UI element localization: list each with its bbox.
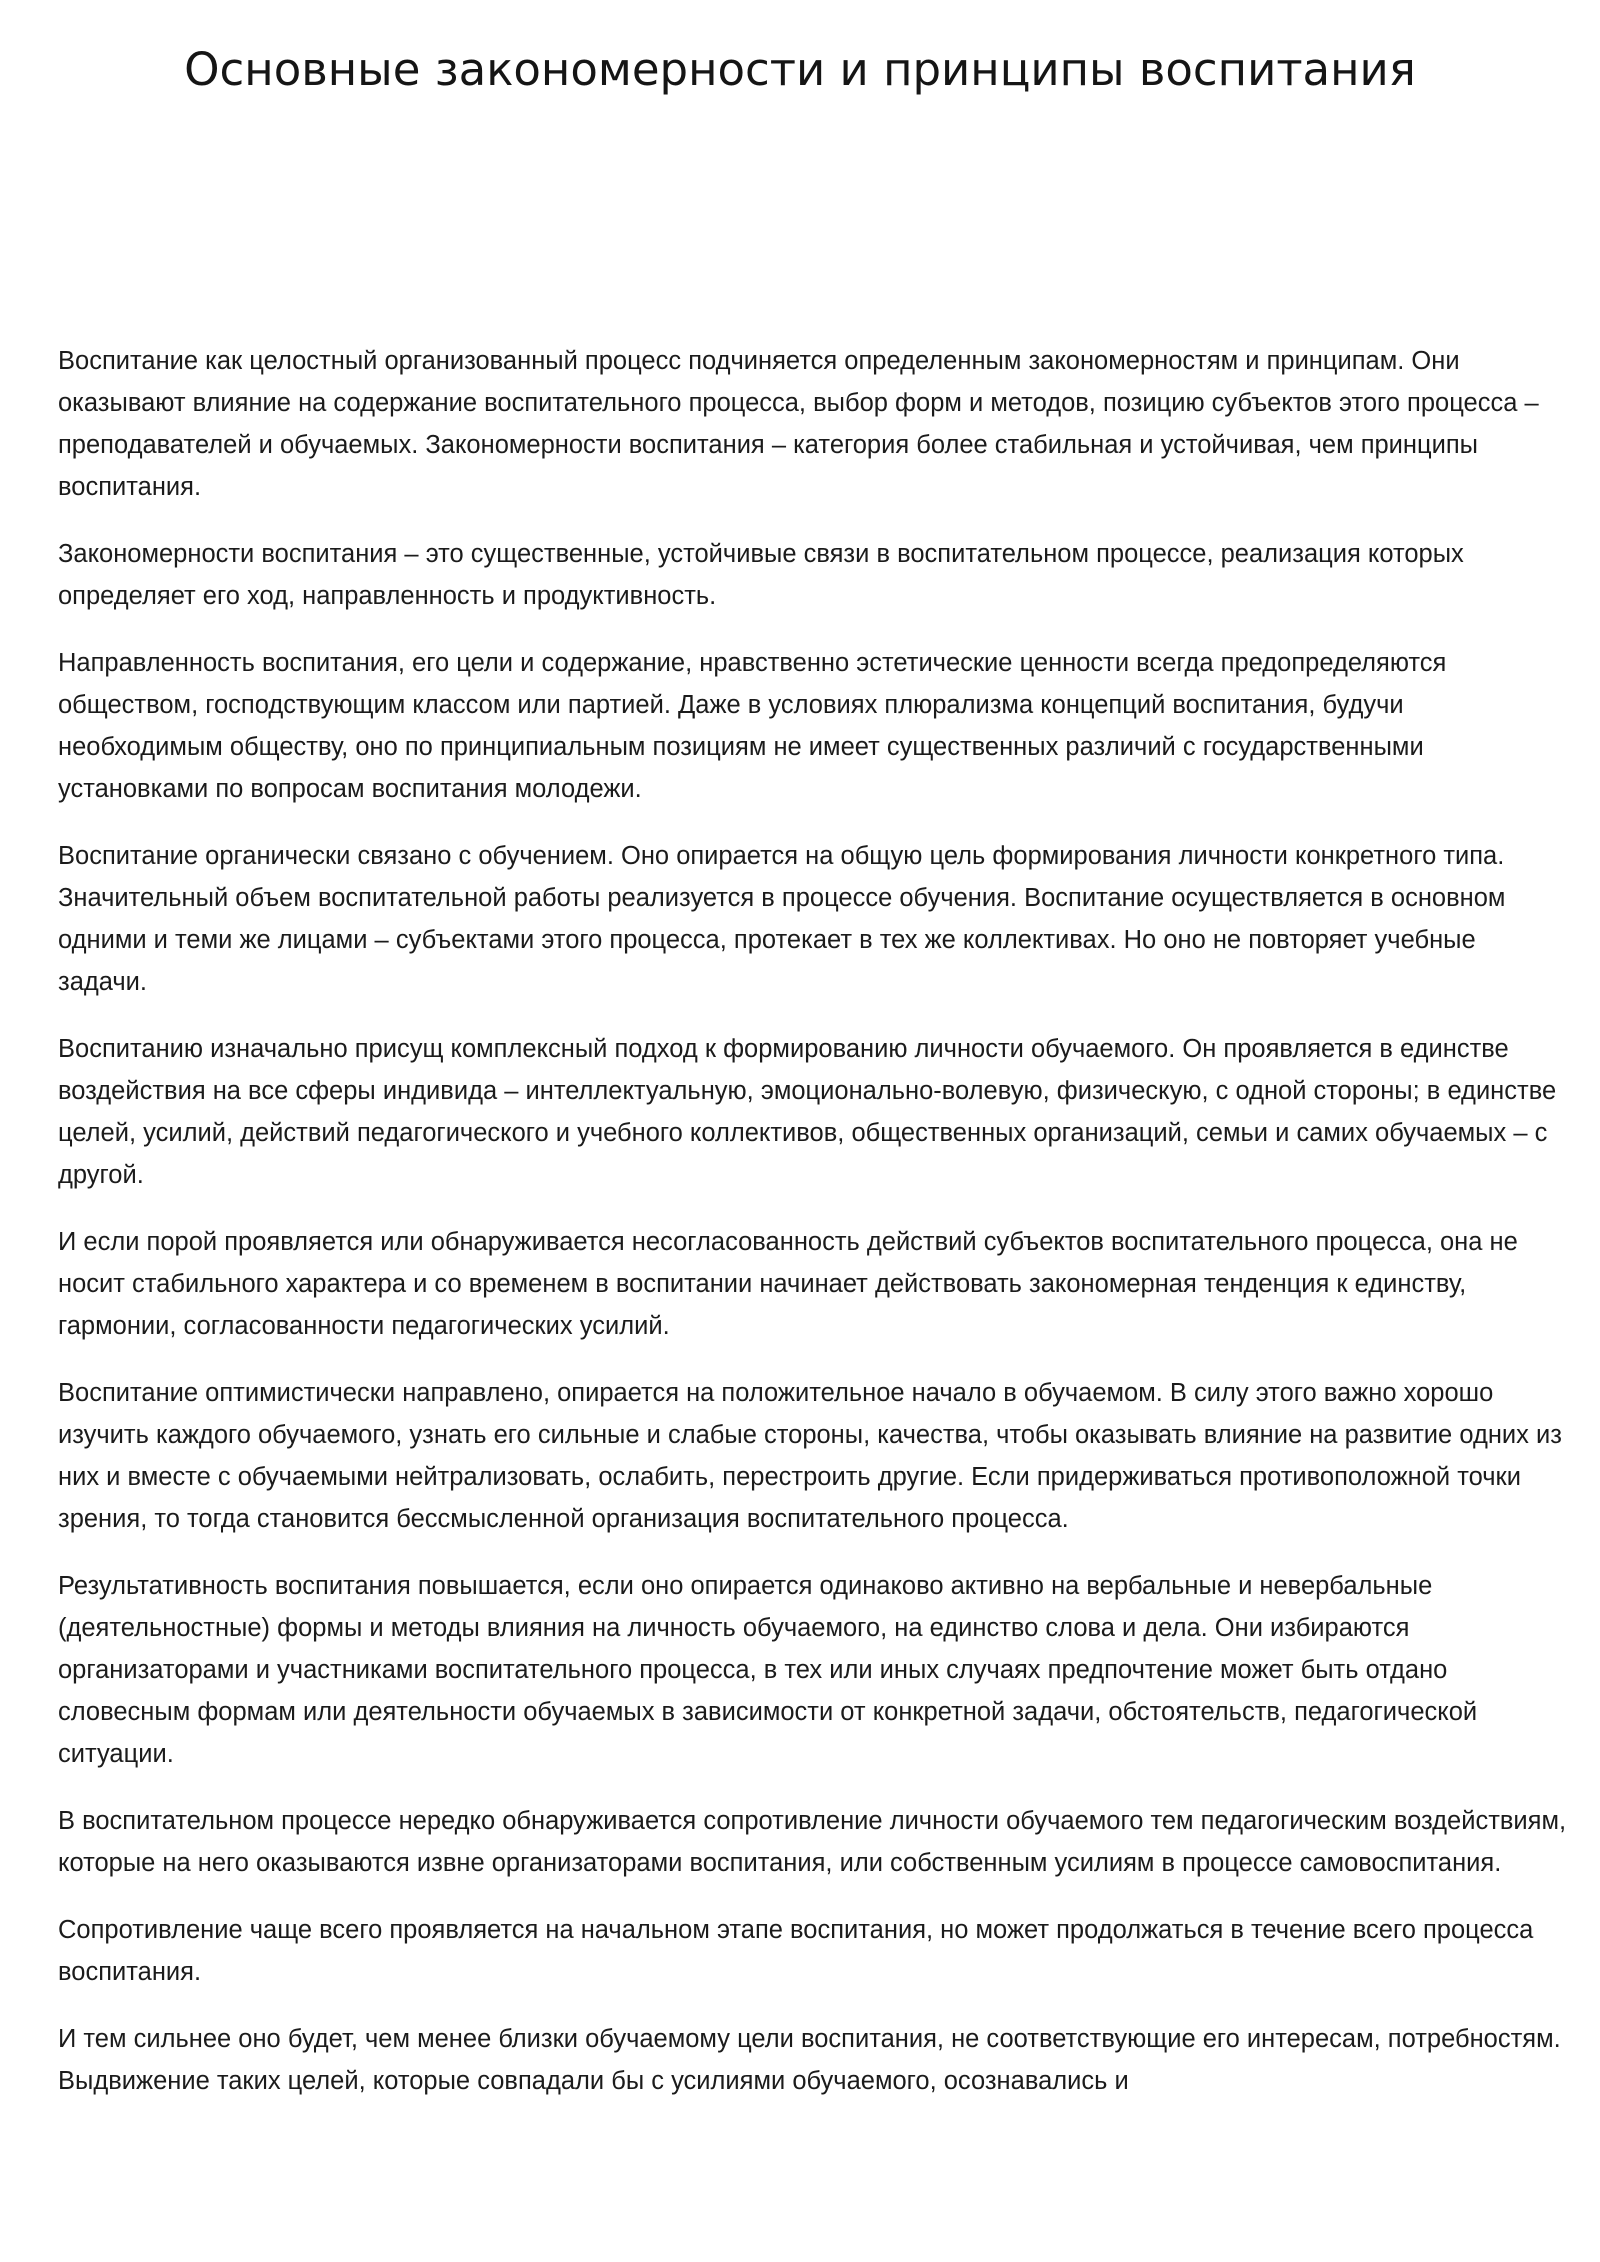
paragraph-1: Воспитание как целостный организованный процесс подчиняется определенным закономерностям и принципам. Они оказывают влияние на содержание воспитательного процесса, выбор форм и методов, позицию субъектов этого процесса – преподавателей и обучаемых. Закономерности воспитания – категория более стабильная и устойчивая, чем принципы воспитания. <box>58 347 1539 501</box>
document-body <box>58 340 1568 2127</box>
paragraph-9: В воспитательном процессе нередко обнаруживается сопротивление личности обучаемого тем педагогическим воздействиям, которые на него оказываются извне организаторами воспитания, или собственным усилиям в процессе самовоспитания. <box>58 1807 1567 1877</box>
paragraph-11: И тем сильнее оно будет, чем менее близки обучаемому цели воспитания, не соответствующие его интересам, потребностям. Выдвижение таких целей, которые совпадали бы с усилиями обучаемого, осознавались и <box>58 2025 1561 2095</box>
paragraph-3: Направленность воспитания, его цели и содержание, нравственно эстетические ценности всегда предопределяются обществом, господствующим классом или партией. Даже в условиях плюрализма концепций воспитания, будучи необходимым обществу, оно по принципиальным позициям не имеет существенных различий с государственными установками по вопросам воспитания молодежи. <box>58 649 1447 803</box>
paragraph-10: Сопротивление чаще всего проявляется на начальном этапе воспитания, но может продолжаться в течение всего процесса воспитания. <box>58 1916 1534 1986</box>
paragraph-8: Результативность воспитания повышается, если оно опирается одинаково активно на вербальные и невербальные (деятельностные) формы и методы влияния на личность обучаемого, на единство слова и дела. Они избираются организаторами и участниками воспитательного процесса, в тех или иных случаях предпочтение может быть отдано словесным формам или деятельности обучаемых в зависимости от конкретной задачи, обстоятельств, педагогической ситуации. <box>58 1572 1478 1768</box>
paragraph-5: Воспитанию изначально присущ комплексный подход к формированию личности обучаемого. Он проявляется в единстве воздействия на все сферы индивида – интеллектуальную, эмоционально-волевую, физическую, с одной стороны; в единстве целей, усилий, действий педагогического и учебного коллективов, общественных организаций, семьи и самих обучаемых – с другой. <box>58 1035 1557 1189</box>
paragraph-4: Воспитание органически связано с обучением. Оно опирается на общую цель формирования личности конкретного типа. Значительный объем воспитательной работы реализуется в процессе обучения. Воспитание осуществляется в основном одними и теми же лицами – субъектами этого процесса, протекает в тех же коллективах. Но оно не повторяет учебные задачи. <box>58 842 1506 996</box>
paragraph-2: Закономерности воспитания – это существенные, устойчивые связи в воспитательном процессе, реализация которых определяет его ход, направленность и продуктивность. <box>58 540 1464 610</box>
paragraph-6: И если порой проявляется или обнаруживается несогласованность действий субъектов воспитательного процесса, она не носит стабильного характера и со временем в воспитании начинает действовать закономерная тенденция к единству, гармонии, согласованности педагогических усилий. <box>58 1228 1518 1340</box>
paragraph-7: Воспитание оптимистически направлено, опирается на положительное начало в обучаемом. В силу этого важно хорошо изучить каждого обучаемого, узнать его сильные и слабые стороны, качества, чтобы оказывать влияние на развитие одних из них и вместе с обучаемыми нейтрализовать, ослабить, перестроить другие. Если придерживаться противоположной точки зрения, то тогда становится бессмысленной организация воспитательного процесса. <box>58 1379 1562 1533</box>
document-title: Основные закономерности и принципы воспитания <box>184 43 1416 96</box>
